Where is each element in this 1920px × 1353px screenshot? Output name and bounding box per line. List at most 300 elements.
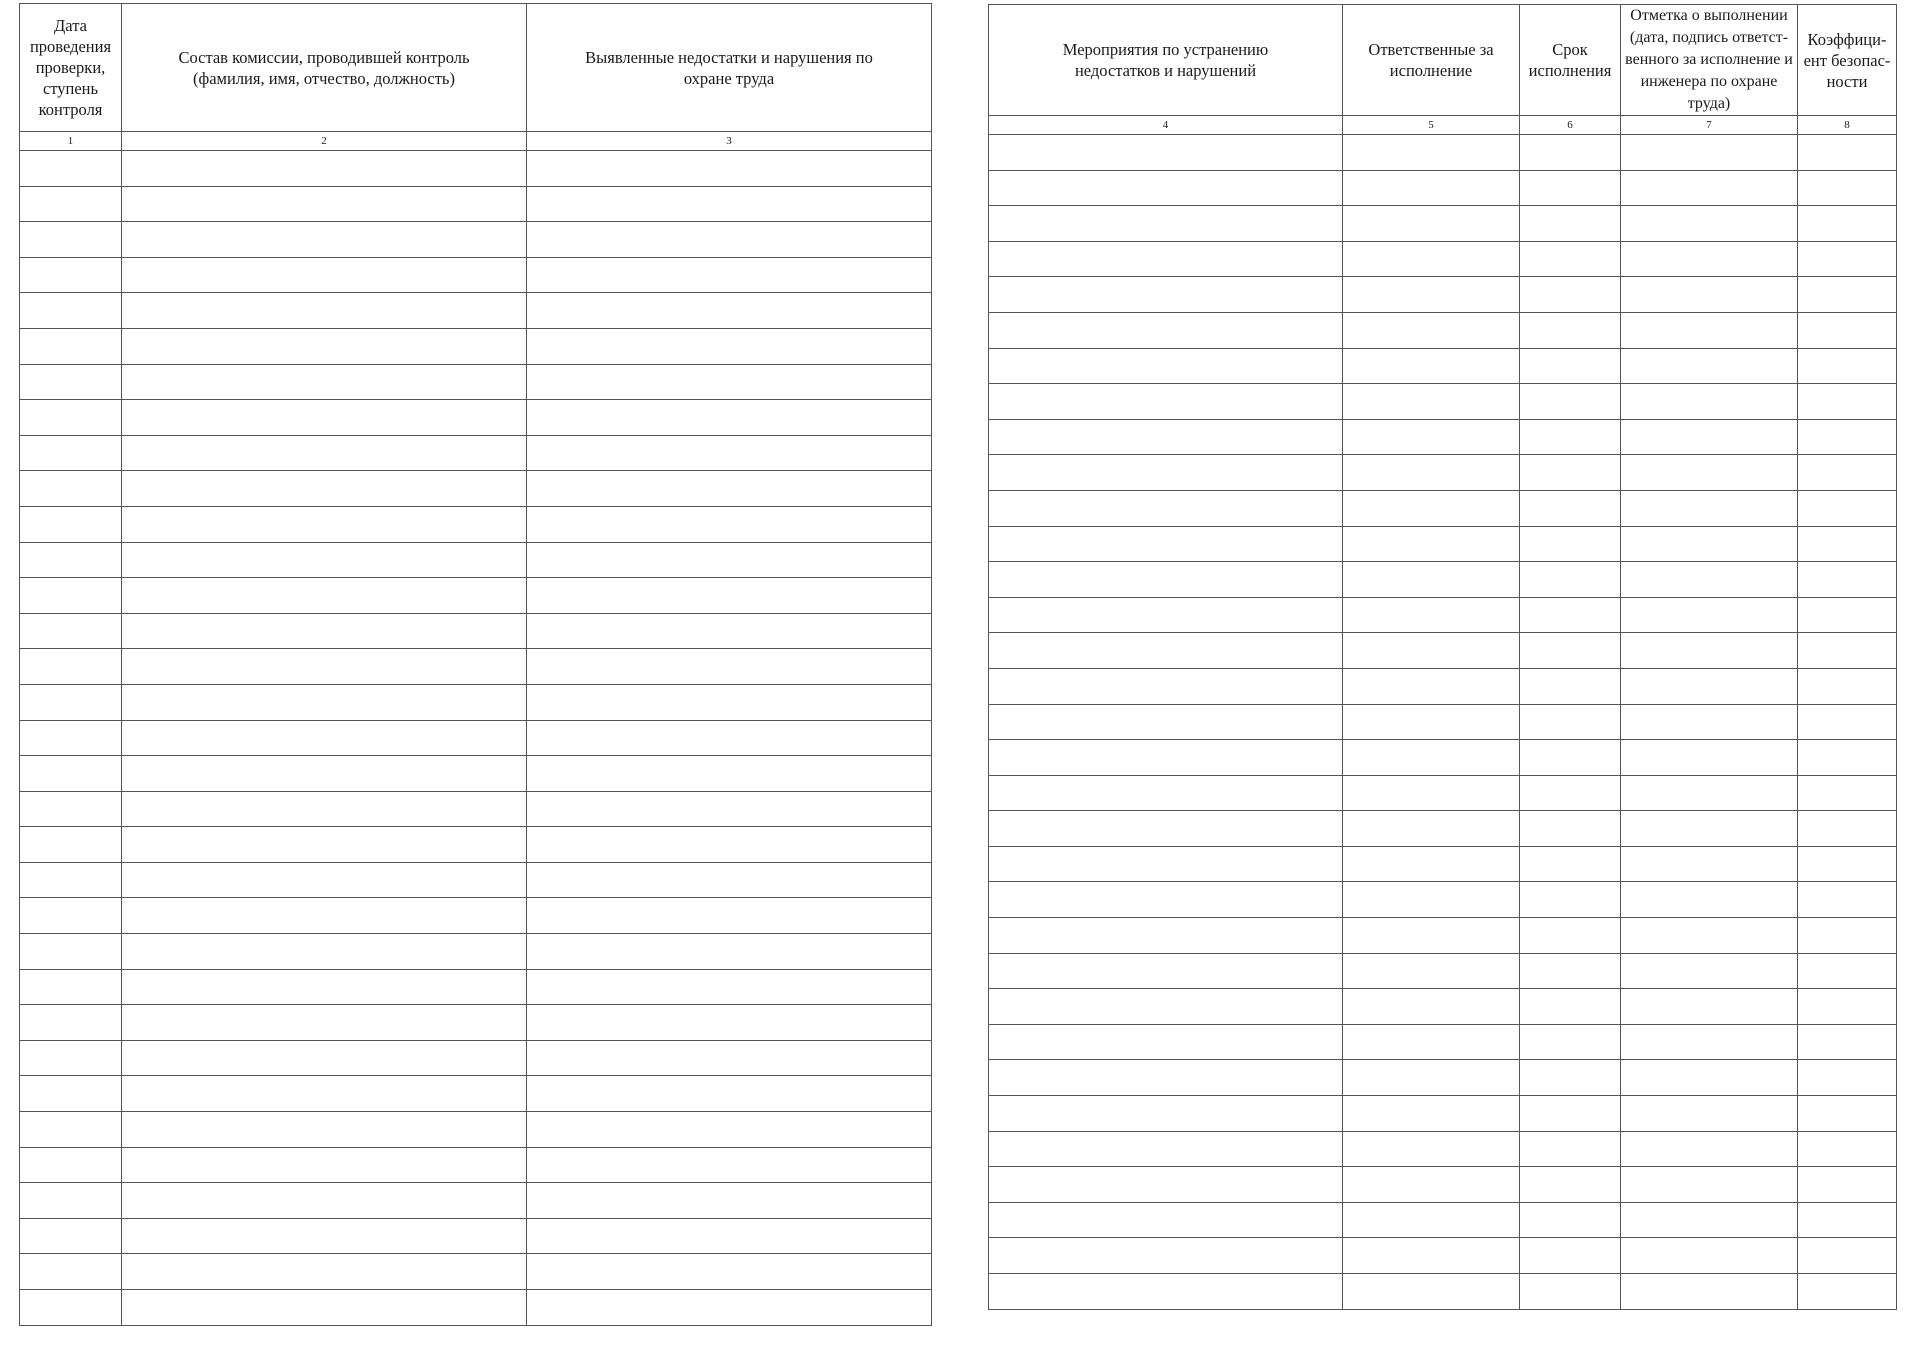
table-cell[interactable] [1520, 704, 1621, 740]
table-cell[interactable] [1798, 455, 1897, 491]
table-cell[interactable] [527, 756, 932, 792]
table-cell[interactable] [1343, 1024, 1520, 1060]
table-cell[interactable] [20, 684, 122, 720]
table-row [20, 898, 932, 934]
table-cell[interactable] [989, 455, 1343, 491]
table-cell[interactable] [1343, 526, 1520, 562]
table-cell[interactable] [1343, 384, 1520, 420]
table-cell[interactable] [20, 1076, 122, 1112]
table-row [20, 934, 932, 970]
table-cell[interactable] [1621, 668, 1798, 704]
table-cell[interactable] [989, 312, 1343, 348]
table-cell[interactable] [1520, 1167, 1621, 1203]
table-cell[interactable] [989, 1060, 1343, 1096]
table-cell[interactable] [989, 1274, 1343, 1310]
table-cell[interactable] [1343, 348, 1520, 384]
table-cell[interactable] [1343, 419, 1520, 455]
table-cell[interactable] [1343, 562, 1520, 598]
table-cell[interactable] [1520, 206, 1621, 242]
column-number: 8 [1798, 116, 1897, 135]
table-cell[interactable] [527, 542, 932, 578]
table-cell[interactable] [1798, 1202, 1897, 1238]
table-row [20, 257, 932, 293]
table-cell[interactable] [1798, 348, 1897, 384]
table-cell[interactable] [989, 989, 1343, 1025]
table-cell[interactable] [527, 684, 932, 720]
table-row [20, 471, 932, 507]
table-cell[interactable] [527, 471, 932, 507]
table-cell[interactable] [989, 348, 1343, 384]
table-row [20, 1040, 932, 1076]
table-cell[interactable] [989, 526, 1343, 562]
table-cell[interactable] [1621, 1096, 1798, 1132]
table-cell[interactable] [20, 506, 122, 542]
table-cell[interactable] [122, 542, 527, 578]
table-cell[interactable] [122, 222, 527, 258]
table-cell[interactable] [1621, 882, 1798, 918]
table-cell[interactable] [20, 791, 122, 827]
table-cell[interactable] [1520, 384, 1621, 420]
table-cell[interactable] [20, 1005, 122, 1041]
table-cell[interactable] [1621, 277, 1798, 313]
table-row [20, 1147, 932, 1183]
column-number: 2 [122, 132, 527, 151]
table-cell[interactable] [1798, 1167, 1897, 1203]
table-cell[interactable] [527, 898, 932, 934]
table-cell[interactable] [1798, 419, 1897, 455]
table-cell[interactable] [527, 1290, 932, 1326]
table-cell[interactable] [989, 811, 1343, 847]
table-cell[interactable] [527, 151, 932, 187]
table-cell[interactable] [989, 633, 1343, 669]
table-cell[interactable] [1798, 633, 1897, 669]
table-cell[interactable] [989, 846, 1343, 882]
table-cell[interactable] [20, 934, 122, 970]
table-cell[interactable] [1798, 1274, 1897, 1310]
table-cell[interactable] [989, 918, 1343, 954]
table-cell[interactable] [1621, 1167, 1798, 1203]
table-cell[interactable] [1798, 918, 1897, 954]
table-cell[interactable] [20, 613, 122, 649]
table-cell[interactable] [20, 649, 122, 685]
table-cell[interactable] [1520, 953, 1621, 989]
header-row [20, 4, 932, 132]
table-cell[interactable] [1621, 953, 1798, 989]
table-cell[interactable] [1798, 704, 1897, 740]
table-cell[interactable] [1621, 918, 1798, 954]
table-cell[interactable] [122, 1218, 527, 1254]
table-cell[interactable] [1798, 241, 1897, 277]
table-cell[interactable] [527, 293, 932, 329]
table-cell[interactable] [20, 898, 122, 934]
table-cell[interactable] [989, 668, 1343, 704]
table-cell[interactable] [527, 1147, 932, 1183]
table-cell[interactable] [20, 1254, 122, 1290]
table-cell[interactable] [20, 328, 122, 364]
table-cell[interactable] [1520, 597, 1621, 633]
table-cell[interactable] [1343, 170, 1520, 206]
table-cell[interactable] [527, 1112, 932, 1148]
table-cell[interactable] [1798, 775, 1897, 811]
table-cell[interactable] [122, 293, 527, 329]
table-row [989, 775, 1897, 811]
table-cell[interactable] [122, 791, 527, 827]
table-cell[interactable] [1520, 562, 1621, 598]
table-cell[interactable] [527, 1218, 932, 1254]
table-cell[interactable] [1343, 1274, 1520, 1310]
table-cell[interactable] [527, 720, 932, 756]
table-cell[interactable] [527, 969, 932, 1005]
table-cell[interactable] [20, 827, 122, 863]
table-cell[interactable] [1798, 597, 1897, 633]
table-row [989, 419, 1897, 455]
table-cell[interactable] [1798, 170, 1897, 206]
table-cell[interactable] [1621, 490, 1798, 526]
table-cell[interactable] [20, 862, 122, 898]
table-cell[interactable] [20, 471, 122, 507]
table-cell[interactable] [122, 364, 527, 400]
table-cell[interactable] [989, 170, 1343, 206]
table-cell[interactable] [989, 277, 1343, 313]
table-cell[interactable] [1520, 1096, 1621, 1132]
table-cell[interactable] [20, 435, 122, 471]
table-cell[interactable] [1621, 526, 1798, 562]
table-cell[interactable] [1343, 206, 1520, 242]
table-row [989, 811, 1897, 847]
table-cell[interactable] [1621, 206, 1798, 242]
table-cell[interactable] [527, 1005, 932, 1041]
table-cell[interactable] [20, 293, 122, 329]
table-cell[interactable] [1343, 135, 1520, 171]
table-cell[interactable] [1621, 135, 1798, 171]
table-cell[interactable] [1621, 1060, 1798, 1096]
table-row [20, 293, 932, 329]
table-cell[interactable] [1798, 490, 1897, 526]
table-cell[interactable] [527, 1040, 932, 1076]
table-cell[interactable] [989, 740, 1343, 776]
table-cell[interactable] [20, 1290, 122, 1326]
table-cell[interactable] [122, 934, 527, 970]
table-cell[interactable] [527, 186, 932, 222]
table-cell[interactable] [1343, 668, 1520, 704]
table-cell[interactable] [989, 419, 1343, 455]
table-cell[interactable] [1798, 740, 1897, 776]
table-cell[interactable] [1343, 1238, 1520, 1274]
table-cell[interactable] [1343, 241, 1520, 277]
table-cell[interactable] [1520, 633, 1621, 669]
table-cell[interactable] [989, 490, 1343, 526]
table-row [20, 222, 932, 258]
table-cell[interactable] [1520, 775, 1621, 811]
table-cell[interactable] [1798, 206, 1897, 242]
table-cell[interactable] [122, 862, 527, 898]
table-cell[interactable] [1621, 597, 1798, 633]
table-cell[interactable] [1798, 526, 1897, 562]
table-cell[interactable] [1520, 918, 1621, 954]
table-cell[interactable] [1520, 135, 1621, 171]
table-cell[interactable] [527, 649, 932, 685]
table-cell[interactable] [1621, 740, 1798, 776]
table-cell[interactable] [122, 1112, 527, 1148]
table-cell[interactable] [527, 1183, 932, 1219]
table-cell[interactable] [989, 241, 1343, 277]
table-row [20, 720, 932, 756]
table-cell[interactable] [20, 756, 122, 792]
table-cell[interactable] [527, 578, 932, 614]
table-cell[interactable] [1520, 989, 1621, 1025]
table-cell[interactable] [989, 562, 1343, 598]
table-cell[interactable] [20, 186, 122, 222]
table-cell[interactable] [1621, 455, 1798, 491]
table-cell[interactable] [1798, 1096, 1897, 1132]
table-cell[interactable] [989, 1238, 1343, 1274]
table-cell[interactable] [1621, 419, 1798, 455]
table-cell[interactable] [1520, 241, 1621, 277]
table-cell[interactable] [122, 1290, 527, 1326]
table-cell[interactable] [1798, 1238, 1897, 1274]
table-row [989, 312, 1897, 348]
table-cell[interactable] [527, 257, 932, 293]
table-cell[interactable] [20, 222, 122, 258]
table-cell[interactable] [1798, 811, 1897, 847]
table-cell[interactable] [122, 613, 527, 649]
table-cell[interactable] [1520, 1131, 1621, 1167]
table-cell[interactable] [989, 1167, 1343, 1203]
table-row [989, 241, 1897, 277]
table-cell[interactable] [1343, 953, 1520, 989]
table-cell[interactable] [527, 1076, 932, 1112]
table-cell[interactable] [1798, 989, 1897, 1025]
table-cell[interactable] [1621, 989, 1798, 1025]
table-cell[interactable] [122, 400, 527, 436]
table-cell[interactable] [1798, 562, 1897, 598]
table-cell[interactable] [1621, 1202, 1798, 1238]
table-cell[interactable] [1621, 562, 1798, 598]
table-cell[interactable] [527, 862, 932, 898]
table-cell[interactable] [122, 151, 527, 187]
table-cell[interactable] [1343, 1060, 1520, 1096]
table-cell[interactable] [1798, 1131, 1897, 1167]
table-cell[interactable] [1621, 1131, 1798, 1167]
table-row [989, 597, 1897, 633]
table-cell[interactable] [122, 1147, 527, 1183]
table-cell[interactable] [1798, 1060, 1897, 1096]
table-cell[interactable] [527, 328, 932, 364]
table-cell[interactable] [122, 1076, 527, 1112]
table-cell[interactable] [989, 1131, 1343, 1167]
table-cell[interactable] [1621, 704, 1798, 740]
table-cell[interactable] [1621, 241, 1798, 277]
table-cell[interactable] [1520, 846, 1621, 882]
table-cell[interactable] [1520, 277, 1621, 313]
table-row [20, 364, 932, 400]
table-cell[interactable] [1621, 170, 1798, 206]
table-cell[interactable] [122, 471, 527, 507]
table-cell[interactable] [1621, 1274, 1798, 1310]
table-cell[interactable] [1343, 846, 1520, 882]
table-cell[interactable] [20, 720, 122, 756]
table-cell[interactable] [1798, 1024, 1897, 1060]
table-cell[interactable] [527, 1254, 932, 1290]
table-cell[interactable] [989, 953, 1343, 989]
table-cell[interactable] [989, 1024, 1343, 1060]
table-row [989, 1274, 1897, 1310]
table-cell[interactable] [20, 1147, 122, 1183]
table-cell[interactable] [1621, 348, 1798, 384]
table-cell[interactable] [1343, 455, 1520, 491]
table-cell[interactable] [20, 542, 122, 578]
table-cell[interactable] [989, 1202, 1343, 1238]
table-cell[interactable] [122, 1040, 527, 1076]
table-cell[interactable] [122, 1254, 527, 1290]
table-cell[interactable] [1520, 740, 1621, 776]
table-cell[interactable] [1343, 882, 1520, 918]
table-cell[interactable] [1520, 1202, 1621, 1238]
table-cell[interactable] [989, 135, 1343, 171]
table-cell[interactable] [1343, 811, 1520, 847]
table-cell[interactable] [527, 222, 932, 258]
table-cell[interactable] [122, 649, 527, 685]
table-cell[interactable] [989, 384, 1343, 420]
table-cell[interactable] [1343, 1202, 1520, 1238]
table-cell[interactable] [1798, 384, 1897, 420]
table-cell[interactable] [527, 364, 932, 400]
table-cell[interactable] [527, 791, 932, 827]
header-date-and-level: Дата проведения проверки, ступень контроля [20, 4, 122, 132]
table-cell[interactable] [122, 328, 527, 364]
table-cell[interactable] [1343, 597, 1520, 633]
table-cell[interactable] [1520, 170, 1621, 206]
table-cell[interactable] [20, 151, 122, 187]
header-completion-mark: Отметка о выполнении (дата, подпись ответственного за исполнение и инженера по охране труда) [1621, 5, 1798, 116]
table-row [989, 1238, 1897, 1274]
table-cell[interactable] [1520, 455, 1621, 491]
table-cell[interactable] [1798, 953, 1897, 989]
table-cell[interactable] [1520, 1060, 1621, 1096]
table-cell[interactable] [1343, 704, 1520, 740]
table-cell[interactable] [1520, 1024, 1621, 1060]
table-cell[interactable] [1621, 811, 1798, 847]
table-cell[interactable] [122, 720, 527, 756]
table-cell[interactable] [122, 827, 527, 863]
table-cell[interactable] [1798, 882, 1897, 918]
table-cell[interactable] [1520, 490, 1621, 526]
table-row [20, 578, 932, 614]
table-cell[interactable] [989, 597, 1343, 633]
table-cell[interactable] [527, 934, 932, 970]
table-cell[interactable] [1343, 1167, 1520, 1203]
table-cell[interactable] [527, 435, 932, 471]
table-cell[interactable] [1798, 846, 1897, 882]
table-cell[interactable] [989, 1096, 1343, 1132]
table-cell[interactable] [1343, 740, 1520, 776]
table-cell[interactable] [1520, 1238, 1621, 1274]
table-row [989, 206, 1897, 242]
table-cell[interactable] [20, 1112, 122, 1148]
inspection-log-left-page [19, 3, 932, 1326]
table-cell[interactable] [1343, 775, 1520, 811]
table-cell[interactable] [1621, 1024, 1798, 1060]
table-cell[interactable] [1343, 918, 1520, 954]
table-cell[interactable] [1621, 312, 1798, 348]
table-cell[interactable] [122, 435, 527, 471]
table-cell[interactable] [20, 364, 122, 400]
table-cell[interactable] [1520, 668, 1621, 704]
table-cell[interactable] [122, 898, 527, 934]
table-cell[interactable] [1520, 811, 1621, 847]
table-cell[interactable] [1343, 633, 1520, 669]
table-cell[interactable] [1343, 1096, 1520, 1132]
table-cell[interactable] [1343, 989, 1520, 1025]
table-cell[interactable] [989, 206, 1343, 242]
table-cell[interactable] [1798, 668, 1897, 704]
table-cell[interactable] [527, 506, 932, 542]
table-cell[interactable] [20, 400, 122, 436]
table-cell[interactable] [20, 1040, 122, 1076]
table-row [20, 400, 932, 436]
table-row [20, 1218, 932, 1254]
table-cell[interactable] [1621, 633, 1798, 669]
table-row [20, 151, 932, 187]
table-cell[interactable] [1798, 277, 1897, 313]
table-row [989, 882, 1897, 918]
table-row [20, 862, 932, 898]
table-cell[interactable] [122, 1183, 527, 1219]
table-cell[interactable] [20, 257, 122, 293]
table-row [20, 1290, 932, 1326]
table-cell[interactable] [1520, 1274, 1621, 1310]
column-number-row [989, 116, 1897, 135]
table-cell[interactable] [1621, 846, 1798, 882]
table-cell[interactable] [20, 1218, 122, 1254]
table-cell[interactable] [122, 186, 527, 222]
table-cell[interactable] [1520, 312, 1621, 348]
table-cell[interactable] [527, 613, 932, 649]
table-cell[interactable] [122, 257, 527, 293]
table-cell[interactable] [1621, 1238, 1798, 1274]
table-cell[interactable] [527, 400, 932, 436]
table-cell[interactable] [122, 1005, 527, 1041]
table-cell[interactable] [1343, 490, 1520, 526]
table-cell[interactable] [1798, 135, 1897, 171]
table-cell[interactable] [122, 578, 527, 614]
table-cell[interactable] [527, 827, 932, 863]
table-cell[interactable] [1343, 312, 1520, 348]
table-cell[interactable] [20, 1183, 122, 1219]
table-cell[interactable] [1798, 312, 1897, 348]
table-cell[interactable] [989, 775, 1343, 811]
table-cell[interactable] [1621, 775, 1798, 811]
table-cell[interactable] [1520, 419, 1621, 455]
table-cell[interactable] [1520, 882, 1621, 918]
table-cell[interactable] [122, 684, 527, 720]
table-cell[interactable] [1520, 348, 1621, 384]
table-cell[interactable] [989, 704, 1343, 740]
table-cell[interactable] [122, 506, 527, 542]
table-cell[interactable] [1343, 1131, 1520, 1167]
table-cell[interactable] [989, 882, 1343, 918]
table-cell[interactable] [1343, 277, 1520, 313]
table-cell[interactable] [1621, 384, 1798, 420]
header-responsible-persons: Ответственные за исполнение [1343, 5, 1520, 116]
table-cell[interactable] [1520, 526, 1621, 562]
table-cell[interactable] [20, 969, 122, 1005]
table-cell[interactable] [122, 756, 527, 792]
table-row [989, 1096, 1897, 1132]
table-row [20, 684, 932, 720]
table-cell[interactable] [122, 969, 527, 1005]
table-cell[interactable] [20, 578, 122, 614]
